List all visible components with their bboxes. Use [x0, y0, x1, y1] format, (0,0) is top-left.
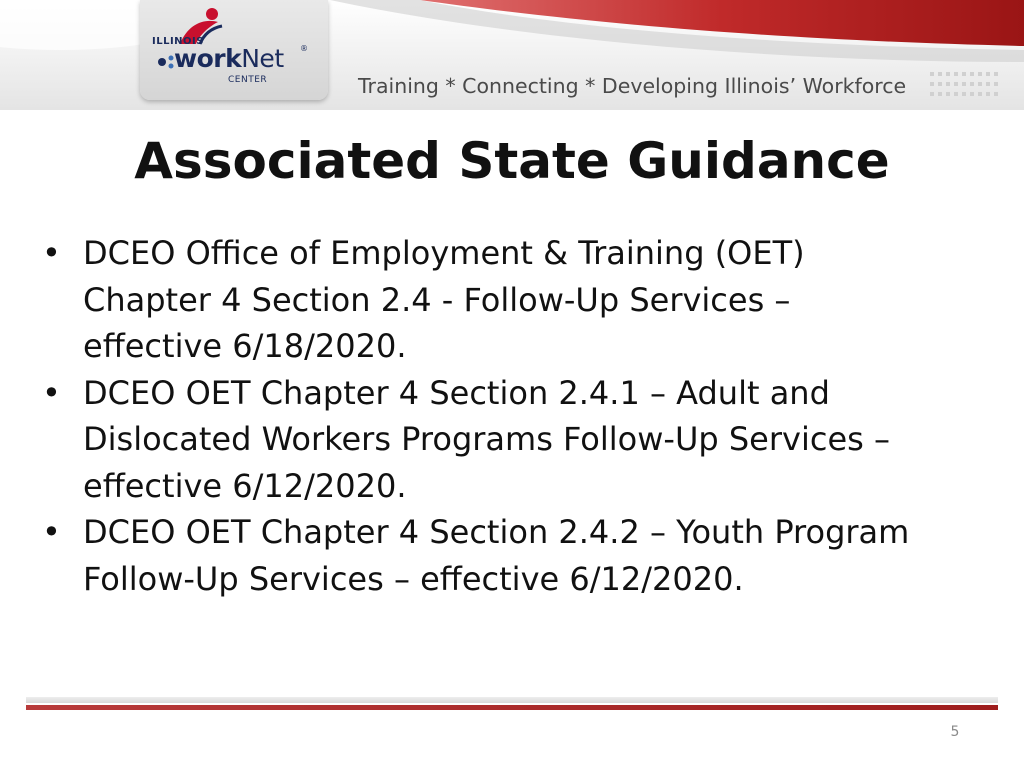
bullet-line: DCEO OET Chapter 4 Section 2.4.1 – Adult and [83, 373, 830, 412]
bullet-line: DCEO Office of Employment & Training (OET) [83, 234, 805, 272]
footer-divider-red [26, 705, 998, 710]
logo-registered-mark: ® [300, 44, 308, 53]
bullet-line: Dislocated Workers Programs Follow-Up Services – [83, 420, 890, 458]
logo-center-text: CENTER [228, 75, 268, 85]
bullet-marker: • [42, 234, 61, 272]
decorative-dot-grid [928, 70, 1008, 106]
header-banner [0, 0, 1024, 110]
slide-number: 5 [950, 724, 960, 740]
bullet-line: Follow-Up Services – effective 6/12/2020. [83, 559, 744, 598]
bullet-line: effective 6/12/2020. [83, 466, 407, 505]
bullet-item [42, 230, 1002, 370]
logo-brand [174, 44, 284, 73]
bullet-line: Chapter 4 Section 2.4 - Follow-Up Services – [83, 280, 791, 319]
slide-title: Associated State Guidance [134, 132, 890, 190]
worknet-logo[interactable] [140, 0, 328, 100]
bullet-list [42, 230, 1002, 602]
logo-brand-work: work [174, 44, 242, 73]
bullet-item [42, 370, 1002, 510]
footer-divider-grey [26, 697, 998, 703]
bullet-item [42, 509, 1002, 602]
header-tagline: Training * Connecting * Developing Illinois’ Workforce [358, 74, 907, 98]
bullet-marker: • [42, 513, 61, 551]
bullet-line: DCEO OET Chapter 4 Section 2.4.2 – Youth Program [83, 513, 910, 551]
bullet-line: effective 6/18/2020. [83, 327, 407, 365]
logo-state-text: ILLINOIS [152, 36, 204, 47]
logo-dots-icon [156, 52, 176, 72]
bullet-marker: • [42, 373, 61, 412]
logo-brand-net: Net [241, 44, 284, 73]
